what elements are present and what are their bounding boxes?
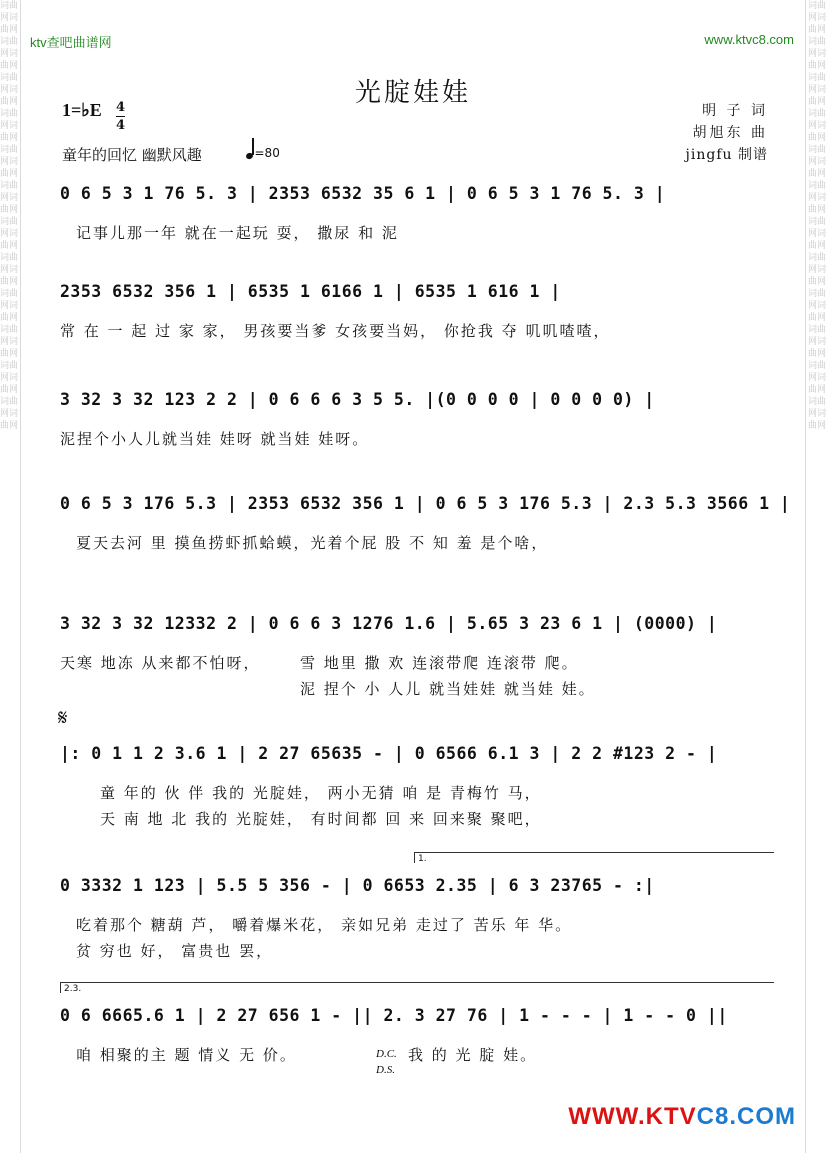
- volta-second-label: 2.3.: [64, 984, 82, 994]
- logo-www: WWW.: [568, 1103, 646, 1130]
- dal-segno-mark: D.S.: [376, 1064, 395, 1076]
- score-line-7-notes: 0 3332 1 123 | 5.5 5 356 - | 0 6653 2.35 | 6 3 23765 - :|: [60, 876, 655, 895]
- logo-c8: C8: [696, 1103, 730, 1130]
- site-url-right: www.ktvc8.com: [704, 32, 794, 47]
- score-line-5-lyrics: 天寒 地冻 从来都不怕呀，: [60, 654, 261, 672]
- key-signature: 1=♭E: [62, 100, 102, 120]
- meter-bottom: 4: [116, 118, 126, 133]
- left-margin-line: [20, 0, 21, 1153]
- score-line-3-notes: 3 32 3 32 123 2 2 | 0 6 6 6 3 5 5. |(0 0 0 0 | 0 0 0 0) |: [60, 390, 655, 409]
- site-name-left: ktv查吧曲谱网: [30, 35, 112, 50]
- da-capo-mark: D.C.: [376, 1048, 397, 1060]
- meter-top: 4: [116, 100, 126, 115]
- score-line-4-lyrics: 夏天去河 里 摸鱼捞虾抓蛤蟆，光着个屁 股 不 知 羞 是个啥，: [76, 534, 549, 552]
- lyricist: 明 子 词: [702, 103, 768, 119]
- segno-sign: 𝄋: [58, 706, 68, 731]
- composer: 胡旭东 曲: [692, 125, 768, 141]
- score-line-4-notes: 0 6 5 3 176 5.3 | 2353 6532 356 1 | 0 6 5 3 176 5.3 | 2.3 5.3 3566 1 |: [60, 494, 791, 513]
- tempo-mark: [246, 140, 280, 160]
- score-line-6-lyrics-verse-b: 天 南 地 北 我的 光腚娃， 有时间都 回 来 回来聚 聚吧，: [100, 810, 542, 828]
- tempo-value: =80: [254, 146, 280, 160]
- score-line-6-notes: |: 0 1 1 2 3.6 1 | 2 27 65635 - | 0 6566 6.1 3 | 2 2 #123 2 - |: [60, 744, 718, 763]
- side-watermark-right: 词曲网词曲网词曲网词曲网词曲网词曲网词曲网词曲网词曲网词曲网词曲网词曲网词曲网词曲网词曲网词曲网词曲网词曲网词曲网词曲网词曲网词曲网词曲网词曲网: [808, 1, 826, 431]
- arranger: jingfu 制谱: [685, 147, 768, 163]
- site-logo: [568, 1103, 796, 1131]
- score-line-2-lyrics: 常 在 一 起 过 家 家， 男孩要当爹 女孩要当妈， 你抢我 夺 叽叽喳喳，: [60, 322, 611, 340]
- score-line-2-notes: 2353 6532 356 1 | 6535 1 6166 1 | 6535 1 616 1 |: [60, 282, 561, 301]
- score-line-5-lyrics-verse-b: 泥 捏个 小 人儿 就当娃娃 就当娃 娃。: [300, 680, 596, 698]
- score-line-3-lyrics: 泥捏个小人儿就当娃 娃呀 就当娃 娃呀。: [60, 430, 370, 448]
- time-signature: [116, 100, 125, 133]
- style-description: 童年的回忆 幽默风趣: [62, 146, 202, 164]
- score-line-7-lyrics-verse-b: 贫 穷也 好， 富贵也 罢，: [76, 942, 274, 960]
- score-line-8-notes: 0 6 6665.6 1 | 2 27 656 1 - || 2. 3 27 76 | 1 - - - | 1 - - 0 ||: [60, 1006, 728, 1025]
- logo-ktv: KTV: [645, 1103, 697, 1130]
- score-line-5-notes: 3 32 3 32 12332 2 | 0 6 6 3 1276 1.6 | 5.65 3 23 6 1 | (0000) |: [60, 614, 718, 633]
- right-margin-line: [805, 0, 806, 1153]
- score-line-7-lyrics-verse-a: 吃着那个 糖葫 芦， 嚼着爆米花， 亲如兄弟 走过了 苦乐 年 华。: [76, 916, 573, 934]
- score-line-1-lyrics: 记事儿那一年 就在一起玩 耍， 撒尿 和 泥: [76, 224, 399, 242]
- side-watermark-left: 词曲网词曲网词曲网词曲网词曲网词曲网词曲网词曲网词曲网词曲网词曲网词曲网词曲网词曲网词曲网词曲网词曲网词曲网词曲网词曲网词曲网词曲网词曲网词曲网: [0, 1, 19, 431]
- meter-divider: [116, 116, 125, 117]
- logo-com: .COM: [729, 1103, 796, 1130]
- score-line-6-lyrics-verse-a: 童 年的 伙 伴 我的 光腚娃， 两小无猜 咱 是 青梅竹 马，: [100, 784, 542, 802]
- volta-second-ending: [60, 982, 774, 993]
- score-line-5-lyrics-verse-a: 雪 地里 撒 欢 连滚带爬 连滚带 爬。: [300, 654, 579, 672]
- score-line-1-notes: 0 6 5 3 1 76 5. 3 | 2353 6532 35 6 1 | 0 6 5 3 1 76 5. 3 |: [60, 184, 666, 203]
- score-line-8-lyrics: 咱 相聚的主 题 情义 无 价。: [76, 1046, 297, 1064]
- song-title: 光腚娃娃: [354, 78, 471, 108]
- note-stem: [252, 138, 254, 155]
- volta-first-label: 1.: [418, 854, 427, 864]
- score-line-8-lyrics-end: 我 的 光 腚 娃。: [408, 1046, 538, 1064]
- volta-first-ending: [414, 852, 774, 863]
